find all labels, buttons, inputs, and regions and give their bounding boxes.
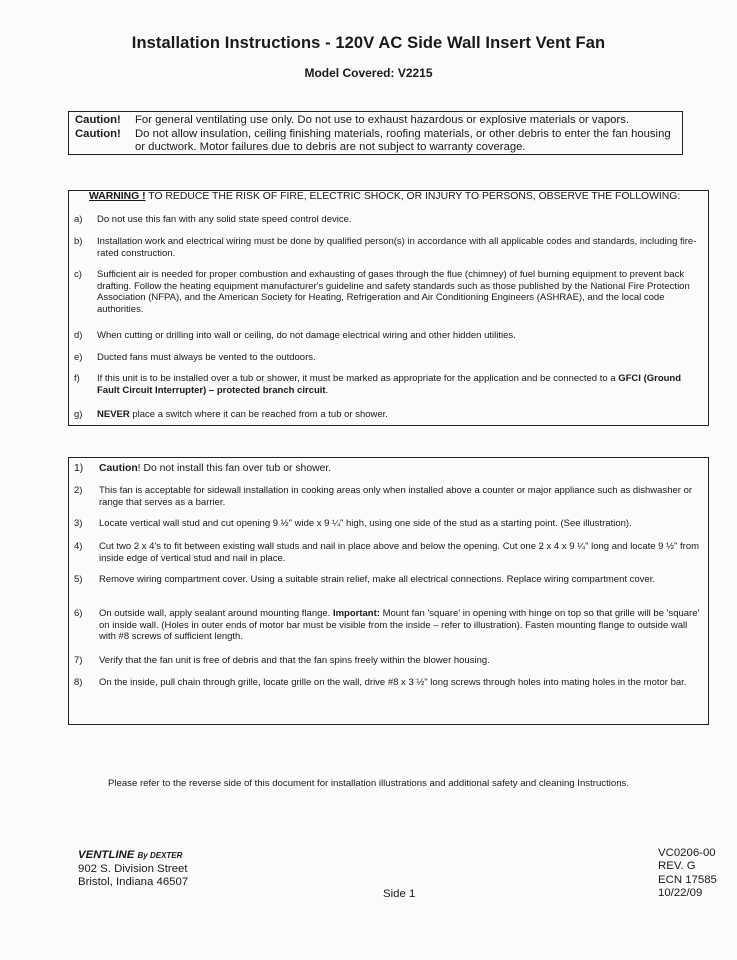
address-line: Bristol, Indiana 46507 <box>78 876 189 888</box>
step-text: This fan is acceptable for sidewall installation in cooking areas only when installed above a counter or major appliance such as dishwasher or range that serves as a barrier. <box>99 485 693 508</box>
caution-emphasis: Caution <box>99 463 138 474</box>
step-marker: 4) <box>74 541 83 552</box>
item-text: Ducted fans must always be vented to the outdoors. <box>97 352 316 363</box>
document-info <box>658 847 717 901</box>
doc-revision: REV. G <box>658 860 696 873</box>
step-text <box>99 608 702 643</box>
caution-row <box>75 114 682 128</box>
step-text <box>99 463 702 475</box>
step-text-part: ! Do not install this fan over tub or shower. <box>137 463 332 474</box>
step-text-part: On outside wall, apply sealant around mounting flange. <box>99 608 333 619</box>
item-text-part: place a switch where it can be reached from a tub or shower. <box>129 409 388 420</box>
caution-label: Caution! <box>75 127 121 140</box>
warning-label: WARNING ! <box>89 191 146 202</box>
item-text: Installation work and electrical wiring must be done by qualified person(s) in accordance with all applicable codes and standards, including fire-rated construction. <box>97 236 697 259</box>
item-text-part: . <box>325 384 329 396</box>
step-text: Locate vertical wall stud and cut opening 9 ½" wide x 9 ¼" high, using one side of the stud as a starting point. (See illustration). <box>99 518 632 529</box>
item-text: When cutting or drilling into wall or ceiling, do not damage electrical wiring and other hidden utilities. <box>97 330 516 341</box>
caution-label: Caution! <box>75 114 121 126</box>
gfci-emphasis: GFCI (Ground Fault Circuit Interrupter) – protected branch circuit <box>97 373 682 396</box>
step-text: Verify that the fan unit is free of debris and that the fan spins freely within the blower housing. <box>99 655 490 666</box>
doc-ecn: ECN 17585 <box>658 873 717 886</box>
company-address <box>78 849 188 890</box>
step-marker: 3) <box>74 518 83 529</box>
doc-date: 10/22/09 <box>658 887 703 900</box>
model-line: Model Covered: V2215 <box>304 66 433 80</box>
page-title: Installation Instructions - 120V AC Side Wall Insert Vent Fan <box>131 34 606 52</box>
step-text: Remove wiring compartment cover. Using a suitable strain relief, make all electrical connections. Replace wiring compartment cover. <box>99 574 655 585</box>
item-text <box>97 409 702 421</box>
warning-text: TO REDUCE THE RISK OF FIRE, ELECTRIC SHOCK, OR INJURY TO PERSONS, OBSERVE THE FOLLOWING: <box>148 191 681 202</box>
step-text: On the inside, pull chain through grille, locate grille on the wall, drive #8 x 3 ½" long screws through holes into mating holes in the motor bar. <box>99 677 687 688</box>
item-text <box>97 373 702 396</box>
step-marker: 1) <box>74 463 84 474</box>
reverse-side-note: Please refer to the reverse side of this document for installation illustrations and additional safety and cleaning Instructions. <box>107 778 630 789</box>
installation-steps-box <box>68 457 709 725</box>
item-text-part: If this unit is to be installed over a tub or shower, it must be marked as appropriate for the application and be connected to a <box>97 373 619 384</box>
item-marker: f) <box>74 373 80 384</box>
item-marker: d) <box>74 330 83 341</box>
address-line: 902 S. Division Street <box>78 862 188 875</box>
caution-row <box>75 128 682 155</box>
brand-suffix: By DEXTER <box>137 851 183 860</box>
step-text: Cut two 2 x 4's to fit between existing wall studs and nail in place above and below the opening. Cut one 2 x 4 x 9 ¼" long and locate 9 ½" from inside edge of vertical stud and nail in place. <box>99 541 700 564</box>
item-marker: c) <box>74 269 82 280</box>
caution-text: For general ventilating use only. Do not use to exhaust hazardous or explosive materials or vapors. <box>135 114 629 126</box>
item-text: Do not use this fan with any solid state speed control device. <box>97 214 352 225</box>
item-marker: a) <box>74 214 83 225</box>
step-marker: 7) <box>74 655 83 666</box>
company-logo-text <box>78 849 188 863</box>
step-marker: 5) <box>74 574 83 585</box>
step-marker: 6) <box>74 608 83 619</box>
step-text-part: Mount fan 'square' in opening with hinge on top so that grille will be 'square' on inside wall. (Holes in outer ends of motor bar must be visible from the inside – refer to illustration). Fasten mounting flange to outside wall with #8 screws of sufficient length. <box>99 608 700 643</box>
caution-text: Do not allow insulation, ceiling finishing materials, roofing materials, or other debris to enter the fan housing or ductwork. Motor failures due to debris are not subject to warranty coverage. <box>135 127 671 153</box>
step-marker: 2) <box>74 485 83 496</box>
never-emphasis: NEVER <box>97 409 130 420</box>
warning-box <box>68 190 709 426</box>
step-marker: 8) <box>74 677 83 688</box>
item-text: Sufficient air is needed for proper combustion and exhausting of gases through the flue (chimney) of fuel burning equipment to prevent back drafting. Follow the heating equipment manufacturer's guideline and safety standards such as those published by the National Fire Protection Association (NFPA), and the American Society for Heating, Refrigeration and Air Conditioning Engineers (ASHRAE), and the local code authorities. <box>97 269 690 315</box>
page-side-label: Side 1 <box>383 888 416 900</box>
important-emphasis: Important: <box>332 608 380 619</box>
brand-name: VENTLINE <box>78 849 135 861</box>
caution-box <box>68 111 683 155</box>
item-marker: g) <box>74 409 83 420</box>
item-marker: e) <box>74 352 83 363</box>
item-marker: b) <box>74 236 83 247</box>
doc-number: VC0206-00 <box>658 847 716 859</box>
warning-heading <box>89 191 680 202</box>
